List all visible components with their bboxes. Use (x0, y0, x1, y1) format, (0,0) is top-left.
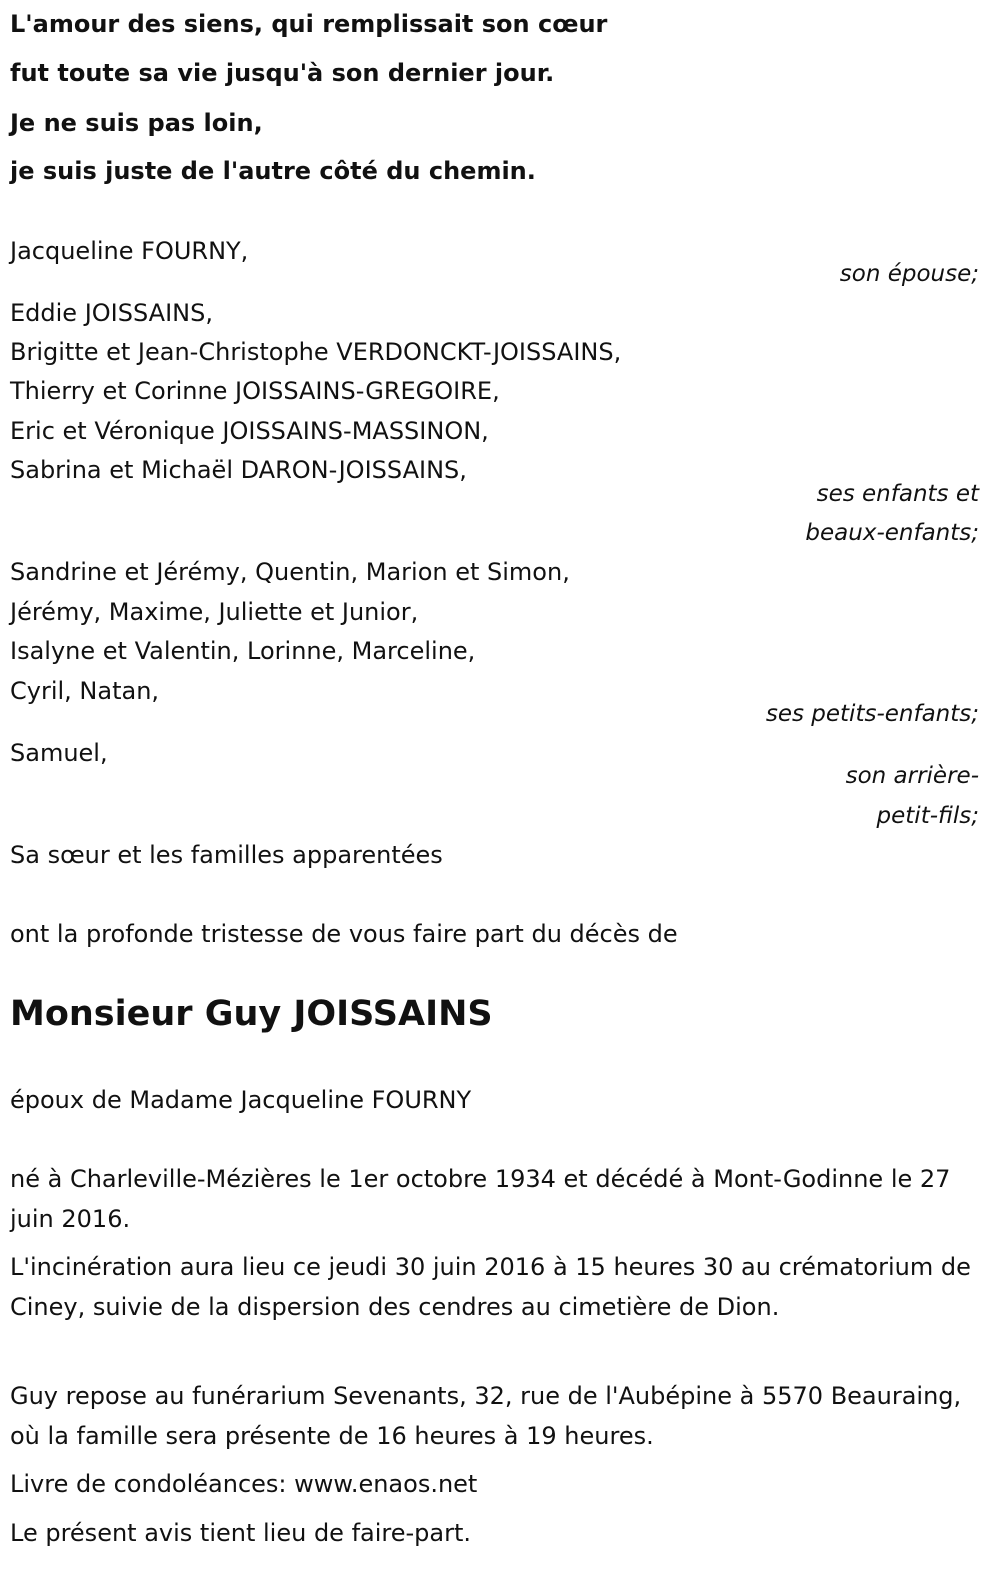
cremation-text: L'incinération aura lieu ce jeudi 30 juin 2016 à 15 heures 30 au crématorium de Ciney, suivie de la dispersion des cendres au cimetière de Dion. (10, 1253, 971, 1321)
poem-line: fut toute sa vie jusqu'à son dernier jour. (10, 59, 555, 87)
family-line: Sa sœur et les familles apparentées (10, 841, 443, 869)
grandchild-name: Jérémy, Maxime, Juliette et Junior, (10, 598, 419, 626)
great-grandchild-relation: son arrière- (845, 763, 979, 789)
children-relation: beaux-enfants; (805, 520, 979, 546)
child-name: Eric et Véronique JOISSAINS-MASSINON, (10, 417, 489, 445)
grandchild-name: Sandrine et Jérémy, Quentin, Marion et Simon, (10, 558, 570, 586)
grandchild-name: Isalyne et Valentin, Lorinne, Marceline, (10, 637, 476, 665)
child-name: Sabrina et Michaël DARON-JOISSAINS, (10, 456, 467, 484)
great-grandchild-name: Samuel, (10, 739, 108, 767)
child-name: Eddie JOISSAINS, (10, 299, 213, 327)
poem-line: je suis juste de l'autre côté du chemin. (10, 157, 536, 185)
funeral-home-text: Guy repose au funérarium Sevenants, 32, rue de l'Aubépine à 5570 Beauraing, où la famille sera présente de 16 heures à 19 heures. (10, 1382, 962, 1450)
child-name: Brigitte et Jean-Christophe VERDONCKT-JOISSAINS, (10, 338, 622, 366)
notice-text: Le présent avis tient lieu de faire-part. (10, 1519, 472, 1547)
child-name: Thierry et Corinne JOISSAINS-GREGOIRE, (10, 377, 500, 405)
announcement-text: ont la profonde tristesse de vous faire part du décès de (10, 920, 678, 948)
poem-line: L'amour des siens, qui remplissait son cœur (10, 10, 608, 38)
spouse-name: Jacqueline FOURNY, (10, 237, 249, 265)
spouse-of-text: époux de Madame Jacqueline FOURNY (10, 1086, 472, 1114)
grandchildren-relation: ses petits-enfants; (765, 701, 979, 727)
condolences-text: Livre de condoléances: www.enaos.net (10, 1470, 478, 1498)
great-grandchild-relation: petit-fils; (876, 803, 979, 829)
poem-line: Je ne suis pas loin, (10, 109, 263, 137)
children-relation: ses enfants et (816, 481, 979, 507)
grandchild-name: Cyril, Natan, (10, 677, 160, 705)
spouse-relation: son épouse; (839, 261, 979, 287)
deceased-name: Monsieur Guy JOISSAINS (10, 994, 493, 1034)
birth-death-text: né à Charleville-Mézières le 1er octobre 1934 et décédé à Mont-Godinne le 27 juin 2016. (10, 1165, 951, 1233)
